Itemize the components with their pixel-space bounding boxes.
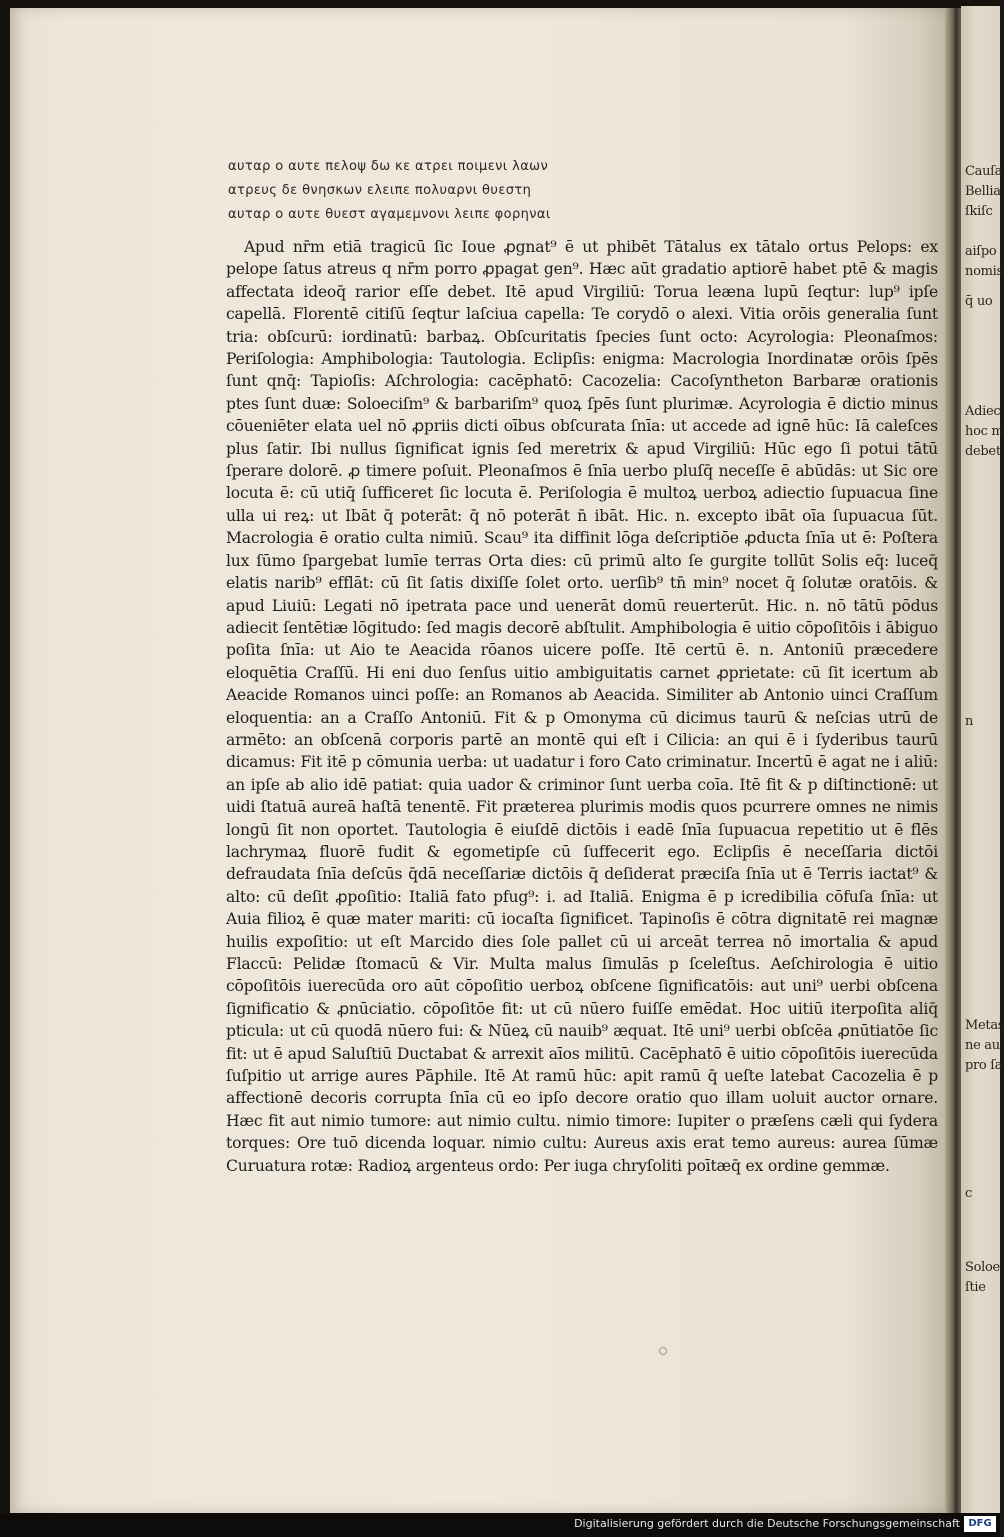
right-fragment: Metas [965, 1018, 1004, 1033]
right-fragment: n [965, 714, 974, 729]
paper-blemish [659, 1347, 667, 1355]
right-fragment: hoc m [965, 424, 1004, 439]
greek-line: αυταρ ο αυτε πελοψ δω κε ατρει ποιμενι λαων [228, 159, 549, 174]
right-fragment: debet [965, 444, 1001, 459]
dfg-logo: DFG [964, 1516, 996, 1532]
right-fragment: Bellia [965, 184, 1001, 199]
body-text [226, 236, 938, 1177]
footer-bar [0, 1513, 1000, 1537]
footer-credit: Digitalisierung gefördert durch die Deutsche Forschungsgemeinschaft [574, 1517, 960, 1530]
right-fragment: pro ſa [965, 1058, 1003, 1073]
right-fragment: ſkiſc [965, 204, 993, 219]
right-fragment: ſtie [965, 1280, 986, 1295]
right-fragment: q̄ uo [965, 294, 993, 309]
right-fragment: ne au [965, 1038, 1000, 1053]
right-fragment: Adiec [965, 404, 1001, 419]
greek-line: αυταρ ο αυτε θυεστ αγαμεμνονι λειπε φορηναι [228, 207, 551, 222]
paragraph: Apud nr̄m etiā tragicū ſic Ioue ꝓgnat⁹ ē ut phibēt Tātalus ex tātalo ortus Pelops: ex pelope ſatus atreus q nr̄m porro ꝓpagat gen⁹. Hæc aūt gradatio aptiorē habet ptē & magis affectata ideoq̄ rarior eſſe debet. Itē apud Virgiliū: Torua leæna lupū ſeqtur: lup⁹ ipſe capellā. Florentē citiſū ſeqtur laſciua capella: Te corydō o alexi. Vitia orōis generalia ſunt tria: obſcurū: iordinatū: barbaꝝ. Obſcuritatis ſpecies ſunt octo: Acyrologia: Pleonaſmos: Periſologia: Amphibologia: Tautologia. Eclipſis: enigma: Macrologia Inordinatæ orōis ſpēs ſunt qnq̄: Tapioſis: Aſchrologia: cacēphatō: Cacozelia: Cacoſyntheton Barbaræ orationis ptes ſunt duæ: Soloeciſm⁹ & barbariſm⁹ quoꝝ ſpēs ſunt plurimæ. Acyrologia ē dictio minus cōueniēter elata uel nō ꝓpriis dicti oībus obſcurata ſnīa: ut accede ad ignē hūc: Iā caleſces plus ſatir. Ibi nullus ſignificat ignis ſed meretrix & apud Virgiliū: Hūc ego ſi potui tātū ſperare dolorē. ꝓ timere poſuit. Pleonaſmos ē ſnīa uerbo pluſq̄ neceſſe ē abūdās: ut Sic ore locuta ē: cū utiq̄ ſufficeret ſic locuta ē. Periſologia ē multoꝝ uerboꝝ adiectio ſupuacua ſine ulla ui reꝝ: ut Ibāt q̄ poterāt: q̄ nō poterāt n̄ ibāt. Hic. n. excepto ibāt oīa ſupuacua ſūt. Macrologia ē oratio culta nimiū. Scau⁹ ita diffinit lōga deſcriptiōe ꝓducta ſnīa ut ē: Poſtera lux ſūmo ſpargebat lumīe terras Orta dies: cū primū alto ſe gurgite tollūt Solis eq̄: luceq̄ elatis narib⁹ efflāt: cū ſit ſatis dixiſſe ſolet orto. uerſib⁹ tn̄ min⁹ nocet q̄ ſolutæ oratōis. & apud Liuiū: Legati nō ipetrata pace und uenerāt domū reuerterūt. Hic. n. nō tātū pōdus adiecit ſentētiæ lōgitudo: ſed magis decorē abſtulit. Amphibologia ē uitio cōpoſitōis i ābiguo poſita ſnīa: ut Aio te Aeacida rōanos uicere poſſe. Itē certū ē. n. Antoniū præcedere eloquētia Craſſū. Hi eni duo ſenſus uitio ambiguitatis carnet ꝓprietate: cū ſit icertum ab Aeacide Romanos uinci poſſe: an Romanos ab Aeacida. Similiter ab Antonio uinci Craſſum eloquentia: an a Craſſo Antoniū. Fit & p Omonyma cū dicimus taurū & neſcias utrū de armēto: an obſcenā corporis partē an montē qui eſt i Cilicia: an qui ē i ſyderibus taurū dicamus: Fit itē p cōmunia uerba: ut uadatur i foro Cato criminatur. Incertū ē agat ne i aliū: an ipſe ab alio idē patiat: quia uador & criminor ſunt uerba coīa. Itē fit & p diſtinctionē: ut uidi ſtatuā aureā haſtā tenentē. Fit præterea plurimis modis quos pcurrere omnes ne nimis longū ſit non oportet. Tautologia ē eiuſdē dictōis i eadē ſnīa ſupuacua repetitio ut ē flēs lachrymaꝝ fluorē fudit & egometipſe cū ſuffecerit ego. Eclipſis ē neceſſaria dictōi defraudata ſnīa deſcūs q̄dā neceſſariæ dictōis q̄ deſiderat præciſa ſnīa ut ē Terris iactat⁹ & alto: cū deſit ꝓpoſitio: Italiā fato pfug⁹: i. ad Italiā. Enigma ē p icredibilia cōfuſa ſnīa: ut Auia filioꝝ ē quæ mater mariti: cū iocaſta ſignificet. Tapinoſis ē cōtra dignitatē rei magnæ huilis expoſitio: ut eſt Marcido dies ſole pallet cū ui arceāt terrea nō imortalia & apud Flaccū: Pelidæ ſtomacū & Vir. Multa malus ſimulās p ſceleſtus. Aeſchirologia ē uitio cōpoſitōis iuerecūda oro aūt cōpoſitio uerboꝝ obſcene ſignificatōis: aut uni⁹ uerbi obſcena ſignificatio & ꝓnūciatio. cōpoſitōe fit: ut cū nūero fuiſſe emēdat. Hoc uitiū iterpoſita aliq̄ pticula: ut cū quodā nūero fui: & Nūeꝝ cū nauib⁹ æquat. Itē uni⁹ uerbi obſcēa ꝓnūtiatōe ſic fit: ut ē apud Saluſtiū Ductabat & arrexit aīos militū. Cacēphatō ē uitio cōpoſitōis iuerecūda ſuſpitio ut arrige aures Pāphile. Itē At ramū hūc: apit ramū q̄ ueſte latebat Cacozelia ē p affectionē decoris corrupta ſnīa cū eo ipſo decore oratio quo illam uoluit auctor ornare. Hæc fit aut nimio tumore: aut nimio cultu. nimio timore: Iupiter o præſens cæli qui ſydera torques: Ore tuō dicenda loquar. nimio cultu: Aureus axis erat temo aureus: aurea ſūmæ Curuatura rotæ: Radioꝝ argenteus ordo: Per iuga chryſoliti poītæq̄ ex ordine gemmæ. [226, 238, 938, 1175]
right-fragment: Soloe [965, 1260, 1000, 1275]
right-fragment: Cauſa [965, 164, 1003, 179]
greek-line: ατρευς δε θνησκων ελειπε πολυαρνι θυεστη [228, 183, 532, 198]
right-fragment: aiſpo [965, 244, 997, 259]
right-fragment: c [965, 1186, 972, 1201]
right-page-edge [961, 6, 1004, 1513]
right-fragment: nomis [965, 264, 1003, 279]
